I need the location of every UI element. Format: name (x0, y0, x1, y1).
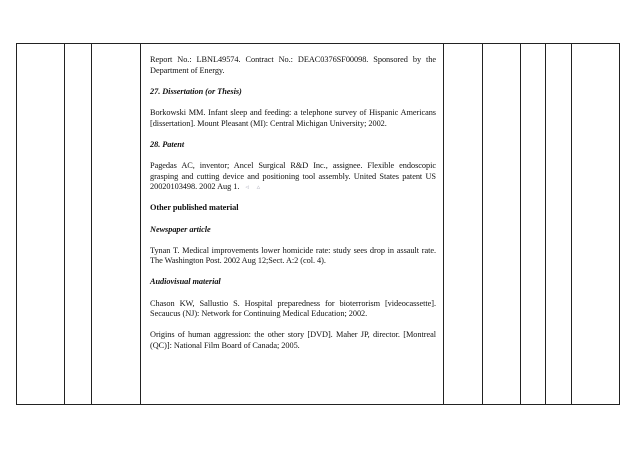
section-heading-audiovisual: Audiovisual material (150, 277, 221, 287)
column-divider (443, 43, 444, 405)
reference-dissertation: Borkowski MM. Infant sleep and feeding: a telephone survey of Hispanic Americans [dissertation]. Mount Pleasant (MI): Central Michigan University; 2002. (150, 107, 436, 128)
section-heading-dissertation: 27. Dissertation (or Thesis) (150, 86, 242, 96)
reference-patent-text: Pagedas AC, inventor; Ancel Surgical R&D Inc., assignee. Flexible endoscopic grasping and cutting device and positioning tool assembly. United States patent US 20020103498. 2002 Aug 1. (150, 160, 436, 192)
reference-report-note: Report No.: LBNL49574. Contract No.: DEAC0376SF00098. Sponsored by the Department of Energy. (150, 55, 436, 75)
column-divider (520, 43, 521, 405)
section-heading-patent: 28. Patent (150, 139, 185, 149)
reference-patent (150, 161, 436, 193)
column-divider (545, 43, 546, 405)
reference-videocassette: Chason KW, Sallustio S. Hospital preparedness for bioterrorism [videocassette]. Secaucus (NJ): Network for Continuing Medical Education; 2002. (150, 298, 436, 319)
column-divider (91, 43, 92, 405)
reference-newspaper: Tynan T. Medical improvements lower homicide rate: study sees drop in assault rate. The Washington Post. 2002 Aug 12;Sect. A:2 (col. 4). (150, 245, 436, 266)
reference-dvd: Origins of human aggression: the other story [DVD]. Maher JP, director. [Montreal (QC)]: National Film Board of Canada; 2005. (150, 330, 436, 351)
faint-marks: ◃ ▵ (245, 183, 264, 192)
column-divider (571, 43, 572, 405)
section-heading-other: Other published material (150, 203, 239, 213)
column-divider (64, 43, 65, 405)
reference-list (150, 55, 436, 362)
column-divider (140, 43, 141, 405)
section-heading-newspaper: Newspaper article (150, 224, 211, 234)
column-divider (482, 43, 483, 405)
